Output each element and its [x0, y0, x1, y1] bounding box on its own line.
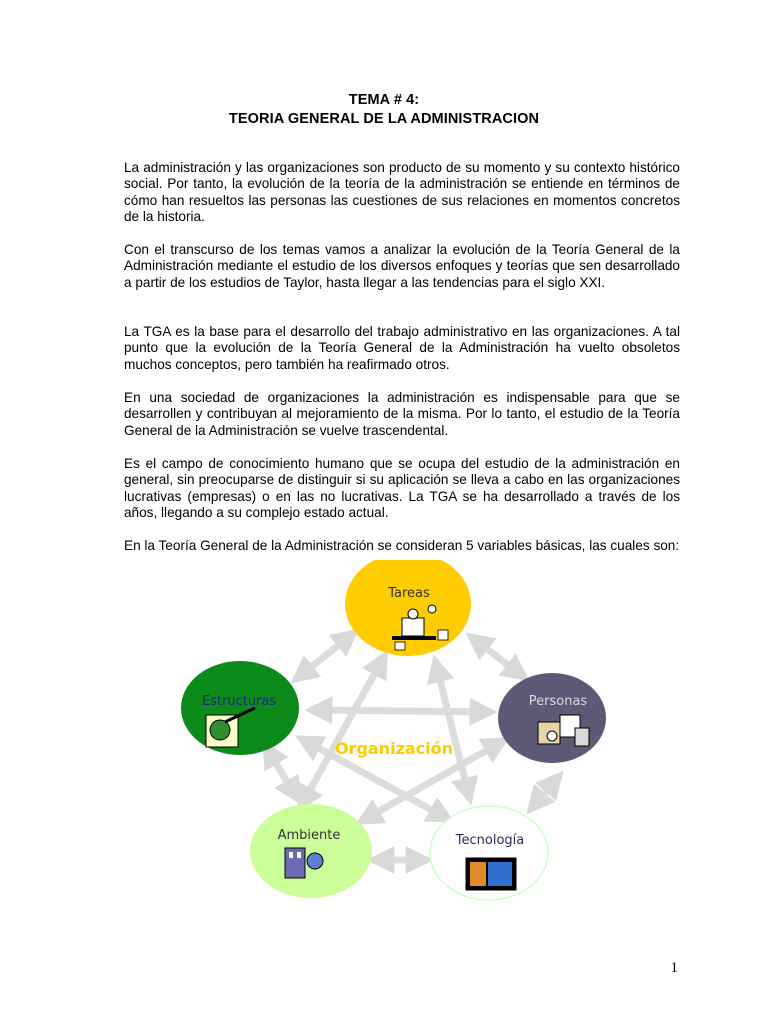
paragraph-4: En una sociedad de organizaciones la administración es indispensable para que se desarrollen y contribuyan al mejoramiento de la misma. Por lo tanto, el estudio de la Teoría General de la Administración se vuelve trascendental. [124, 390, 680, 438]
organization-variables-diagram [0, 560, 768, 920]
paragraph-3: La TGA es la base para el desarrollo del trabajo administrativo en las organizaciones. A tal punto que la evolución de la Teoría General de la Administración ha vuelto obsoletos muchos conceptos, pero también ha reafirmado otros. [124, 324, 680, 372]
paragraph-5: Es el campo de conocimiento humano que se ocupa del estudio de la administración en general, sin preocuparse de distinguir si su aplicación se lleva a cabo en las organizaciones lucrativas (empresas) o en las no lucrativas. La TGA se ha desarrollado a través de los años, llegando a su complejo estado actual. [124, 456, 680, 520]
paragraph-6: En la Teoría General de la Administración se consideran 5 variables básicas, las cuales son: [124, 538, 680, 553]
node-estructuras-label: Estructuras [201, 694, 277, 709]
tema-heading: TEMA # 4: [348, 92, 420, 108]
node-personas [498, 673, 606, 763]
document-title: TEORIA GENERAL DE LA ADMINISTRACION [228, 111, 540, 127]
node-tecnologia-label: Tecnología [455, 833, 525, 848]
node-tecnologia [430, 806, 548, 900]
node-ambiente [250, 804, 372, 898]
computer-icon [466, 858, 516, 890]
paragraph-2: Con el transcurso de los temas vamos a analizar la evolución de la Teoría General de la Administración mediante el estudio de los diversos enfoques y teorías que sen desarrollado a partir de los estudios de Taylor, hasta llegar a las tendencias para el siglo XXI. [124, 242, 680, 290]
node-ambiente-label: Ambiente [277, 828, 341, 843]
node-personas-label: Personas [528, 694, 588, 709]
page-number: 1 [670, 960, 678, 976]
node-estructuras [181, 661, 299, 755]
paragraph-1: La administración y las organizaciones son producto de su momento y su contexto histórico social. Por tanto, la evolución de la teoría de la administración se entiende en términos de cómo han resueltos las personas las cuestiones de sus relaciones en momentos concretos de la historia. [124, 160, 680, 224]
center-label-organizacion: Organización [334, 739, 454, 758]
node-tareas [345, 560, 471, 656]
node-tareas-label: Tareas [388, 586, 430, 601]
